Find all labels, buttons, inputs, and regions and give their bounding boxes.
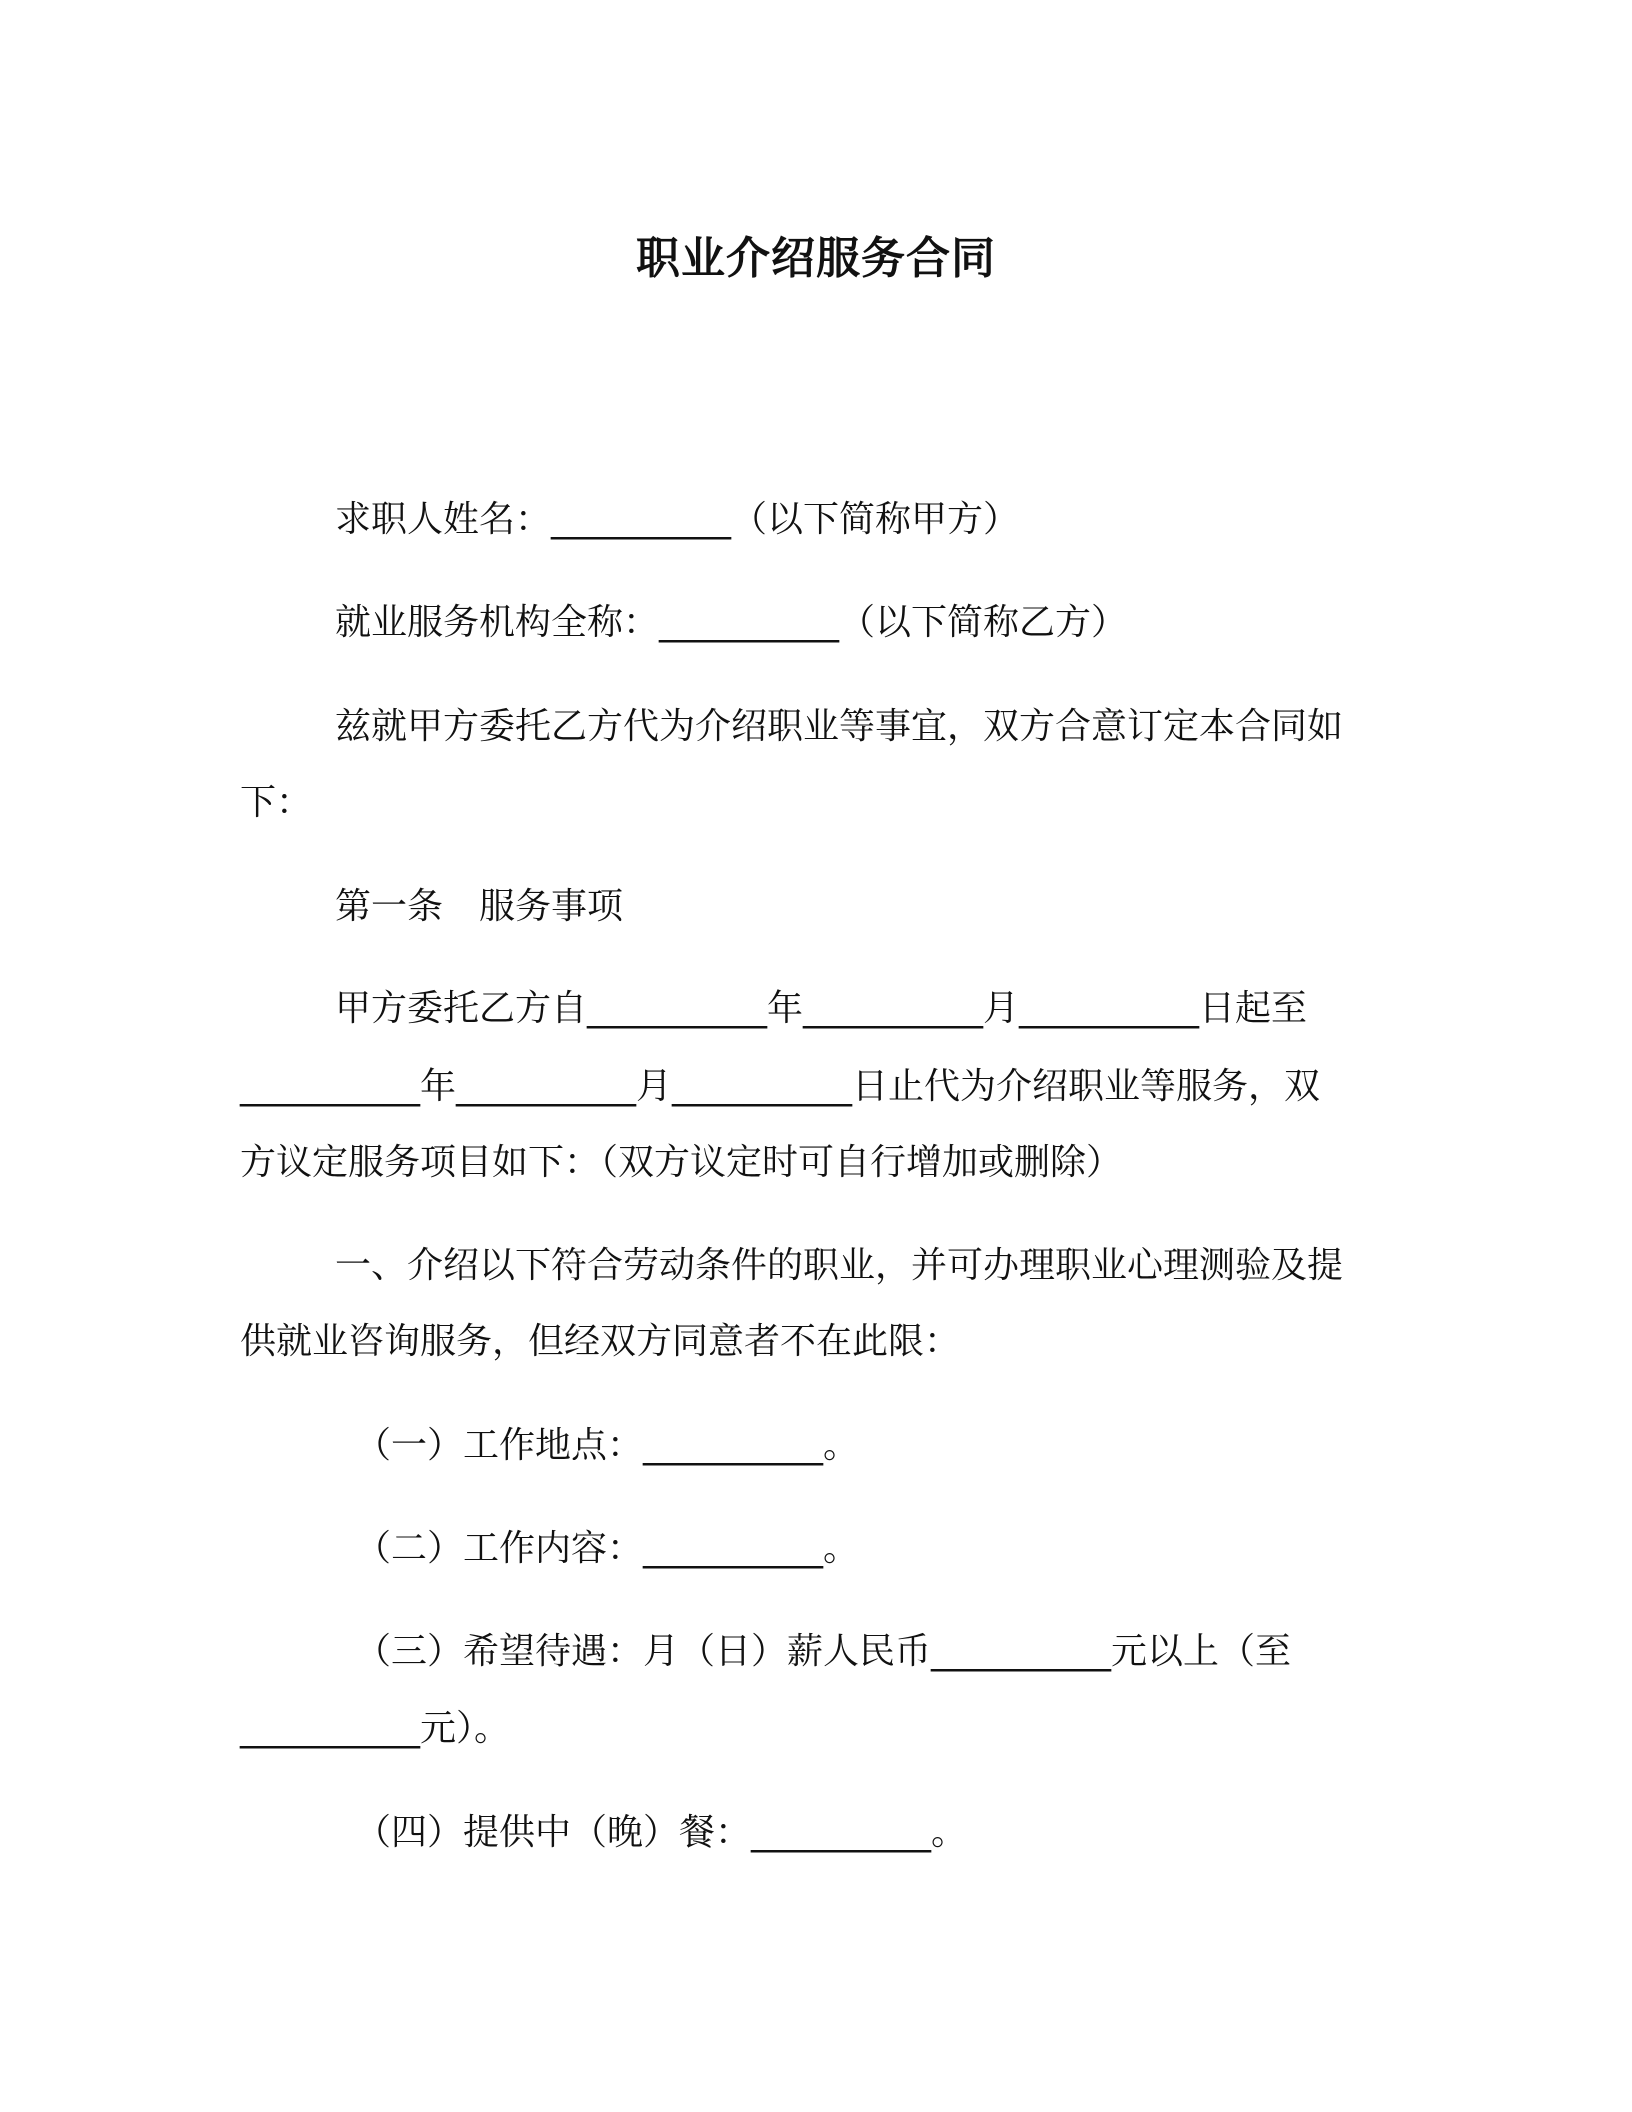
service-period-line-1: 甲方委托乙方自__________年__________月__________日起至 (335, 988, 1308, 1029)
clause-1-line-1: 一、介绍以下符合劳动条件的职业，并可办理职业心理测验及提 (335, 1245, 1344, 1286)
item-meal: （四）提供中（晚）餐：__________。 (355, 1812, 968, 1853)
item-work-location: （一）工作地点：__________。 (355, 1425, 860, 1466)
applicant-name-line: 求职人姓名：__________（以下简称甲方） (335, 499, 1020, 540)
item-salary-line-1: （三）希望待遇：月（日）薪人民币__________元以上（至 (355, 1631, 1292, 1672)
service-period-line-2: __________年__________月__________日止代为介绍职业等服务，双 (240, 1066, 1321, 1107)
preamble-line-1: 兹就甲方委托乙方代为介绍职业等事宜，双方合意订定本合同如 (335, 706, 1344, 747)
agency-name-line: 就业服务机构全称：__________（以下简称乙方） (335, 602, 1128, 643)
item-work-content: （二）工作内容：__________。 (355, 1528, 860, 1569)
service-period-line-3: 方议定服务项目如下：（双方议定时可自行增加或删除） (240, 1142, 1123, 1183)
document-title: 职业介绍服务合同 (636, 233, 996, 284)
article-1-heading: 第一条 服务事项 (335, 886, 624, 927)
preamble-line-2: 下： (240, 782, 313, 823)
clause-1-line-2: 供就业咨询服务，但经双方同意者不在此限： (240, 1321, 961, 1362)
item-salary-line-2: __________元）。 (240, 1708, 511, 1749)
